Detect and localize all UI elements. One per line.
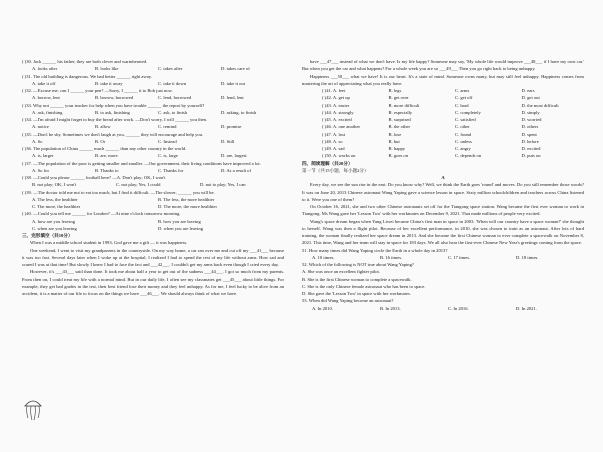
cloze-option: ( )50. A. works on bbox=[322, 153, 356, 159]
cloze-option: ( )43. A. easier bbox=[322, 102, 350, 108]
reading-option: A. 10 times. bbox=[312, 254, 335, 260]
cloze-option: C. other bbox=[455, 124, 470, 130]
cloze-option-row bbox=[302, 145, 584, 152]
cloze-option-row bbox=[302, 102, 584, 109]
cloze-option: D. before bbox=[521, 138, 539, 144]
reading-question: C. She is the only Chinese female astronaut who has been to space. bbox=[302, 283, 426, 289]
mc-option: D. take it out bbox=[221, 80, 245, 86]
passage-label: A bbox=[441, 175, 445, 180]
cloze-paragraph: Happiness ___50___ what we have! It is our heart. It's a state of mind. Someone owns many, but may still feel unhappy. Happiness comes from mastering the art of appreciating what you really have. bbox=[302, 73, 584, 86]
cloze-option: ( )46. A. one another bbox=[322, 124, 361, 130]
cloze-option: C. found bbox=[455, 131, 472, 137]
reading-option: B. 16 times. bbox=[380, 254, 403, 260]
cloze-option-row bbox=[302, 131, 584, 138]
cloze-option-row bbox=[302, 116, 584, 123]
reading-question: 53. When did Wang Yaping become an astronaut? bbox=[302, 298, 394, 304]
mc-option: B. how you are leaving bbox=[158, 218, 201, 224]
cloze-option: D. get out bbox=[521, 95, 540, 101]
mc-option: B. borrow, borrowed bbox=[95, 95, 134, 101]
cloze-option-row bbox=[302, 109, 584, 116]
reading-question: D. She gave the 'Lesson Two' in space with her workmates. bbox=[302, 291, 411, 296]
cloze-option: C. completely bbox=[455, 109, 481, 115]
left-column bbox=[22, 58, 284, 297]
cloze-option: D. the most difficult bbox=[521, 102, 559, 108]
cloze-option: C. unless bbox=[455, 138, 472, 144]
mc-option: D. asking, to finish bbox=[221, 109, 257, 115]
cloze-option: D. excited bbox=[521, 146, 541, 151]
cloze-option: D. puts on bbox=[521, 153, 541, 159]
mc-option: C. is, large bbox=[158, 153, 178, 159]
reading-question: 52. Which of the following is NOT true about Wang Yaping? bbox=[302, 262, 414, 267]
mc-question: ( )33. Why not ______ your teacher for help when you have trouble ______ the report by yourself? bbox=[22, 102, 205, 108]
mc-option: D. takes care of bbox=[221, 66, 250, 72]
cloze-option: D. ears bbox=[521, 88, 535, 93]
reading-options bbox=[302, 254, 584, 261]
cloze-option: D. simply bbox=[521, 109, 540, 115]
reading-option: C. 17 times. bbox=[448, 254, 471, 260]
mc-option: A. is, larger bbox=[32, 153, 54, 159]
mc-question: ( )30. Jack ______ his father, they are both clever and warmhearted. bbox=[22, 59, 148, 64]
mc-option: B. Or bbox=[95, 138, 106, 144]
mc-option: A. The less, the healthier bbox=[32, 196, 78, 202]
mc-options bbox=[22, 94, 284, 101]
cloze-option-row bbox=[302, 87, 584, 94]
cloze-option: ( )45. A. excited bbox=[322, 117, 352, 122]
mc-option: D. promise bbox=[221, 124, 242, 130]
cloze-option: D. others bbox=[521, 124, 539, 130]
mc-option: B. allow bbox=[95, 124, 111, 130]
reading-question: B. She is the first Chinese woman to complete a spacewalk. bbox=[302, 276, 412, 282]
cloze-option: B. get over bbox=[388, 95, 409, 101]
mc-option: C. takes after bbox=[158, 66, 183, 72]
cloze-option: D. spent bbox=[521, 131, 537, 137]
cloze-option: B. surprised bbox=[388, 117, 411, 122]
mc-options bbox=[22, 109, 284, 116]
mc-options bbox=[22, 138, 284, 145]
mc-options bbox=[22, 203, 284, 210]
cloze-option: B. especially bbox=[388, 109, 413, 115]
cloze-paragraph: When I was a middle school student in 1993, God gave me a gift — it was happiness. bbox=[30, 240, 188, 246]
cloze-option: B. goes on bbox=[388, 153, 409, 159]
cloze-option: C. satisfied bbox=[455, 117, 476, 122]
cloze-option: D. worried bbox=[521, 117, 542, 122]
mc-option: C. Instead bbox=[158, 138, 177, 144]
cloze-option: ( )47. A. lost bbox=[322, 131, 346, 137]
jellyfish-figure bbox=[22, 396, 44, 422]
mc-option: D. when you are leaving bbox=[158, 225, 204, 231]
mc-question: ( )36. The population of China ______ much ______ than any other country in the world. bbox=[22, 146, 187, 151]
mc-option: A. ask, finishing bbox=[32, 109, 63, 115]
mc-option: A. how are you leaving bbox=[32, 218, 75, 224]
reading-paragraph: Wang's space dream began when Yang Liwei became China's first man in space in 2003. 'When will our country have a space woman?' she thought to herself. Wang was then a flight pilot. Because of her excellent performance, in 2010, she was chosen to train as an astronaut. After lots of hard training, the woman finally realized her space dream in 2013. And she became the first Chinese woman to ever complete a spacewalk on November 8, 2021. This time, Wang and her team will stay in space for 183 days. We all also hear the first-ever Chinese New Year's greetings coming from the space. bbox=[302, 218, 584, 246]
mc-option: D. lend, lent bbox=[221, 95, 244, 101]
mc-option: D. Still bbox=[221, 138, 235, 144]
mc-option: A. looks after bbox=[32, 66, 58, 72]
reading-option: A. In 2010. bbox=[312, 305, 333, 311]
cloze-paragraph: have ___47___ instead of what we don't have. Is my life happy? Someone may say, 'My whole life would improve ___48___ if I have my own car.' But when you get the car and what happens? For a whole week you are so ___49___ Then you go right back to being unhappy. bbox=[302, 59, 584, 72]
mc-option: C. Thanks for bbox=[158, 167, 184, 173]
mc-option: B. Thanks to bbox=[95, 167, 119, 173]
mc-question: ( )31. The old building is dangerous. We had better ______ right away. bbox=[22, 73, 152, 79]
reading-question: 51. How many times did Wang Yaping circle the Earth in a whole day in 2013? bbox=[302, 247, 448, 253]
mc-options bbox=[22, 167, 284, 174]
mc-option: A. So for bbox=[32, 167, 49, 173]
cloze-option: C. hard bbox=[455, 102, 469, 108]
cloze-option: B. lose bbox=[388, 131, 402, 137]
cloze-option: C. depends on bbox=[455, 153, 482, 159]
mc-options bbox=[22, 65, 284, 72]
cloze-option: ( )41. A. feet bbox=[322, 88, 346, 93]
mc-option: D. As a result of bbox=[221, 167, 251, 173]
reading-section-title: 四、阅读理解（共20分） bbox=[302, 160, 353, 166]
mc-option: C. lend, borrowed bbox=[158, 95, 192, 101]
reading-question: A. She was once an excellent fighter pilot. bbox=[302, 269, 380, 275]
mc-option: C. ask, to finish bbox=[158, 109, 187, 115]
mc-option: B. to ask, finishing bbox=[95, 109, 130, 115]
cloze-option: C. arms bbox=[455, 88, 470, 93]
mc-option: B. The less, the more healthier bbox=[158, 196, 215, 202]
mc-option: B. take it away bbox=[95, 80, 123, 86]
cloze-section-title: 三、完形填空（共10分） bbox=[22, 233, 73, 238]
cloze-option: B. more difficult bbox=[388, 102, 420, 108]
cloze-paragraph: One weekend, I went to visit my grandparents in the countryside. On my way home, a car ran over me and cut off my ___41___ because it was too fast. Several days later when I woke up at the hospital, I realized I had to spend the rest of my life without arms. How sad and scared I was at that time! But slowly I knew I had to face the fact and ___42___. I couldn't get my arms back even though I cried every day. bbox=[22, 247, 284, 267]
mc-question: ( )40. —Could you tell me ______ for London? —At nine o'clock tomorrow morning. bbox=[22, 211, 181, 217]
reading-option: C. In 2016. bbox=[448, 305, 469, 311]
mc-option: C. remind bbox=[158, 124, 177, 130]
mc-question: ( )39. —The doctor told me not to eat too much, but I find it difficult. —The slower, ______ you will be. bbox=[22, 189, 215, 195]
mc-option: D. not to play; Yes, I can bbox=[200, 182, 246, 188]
reading-option: D. 18 times. bbox=[516, 254, 539, 260]
cloze-option: B. happy bbox=[388, 146, 406, 151]
mc-option: D. are, largest bbox=[221, 153, 247, 159]
mc-option: A. notice bbox=[32, 124, 49, 130]
mc-option: C. not play; Yes, I could bbox=[116, 182, 161, 188]
cloze-paragraph: However, it's ___43___ said than done. It took me about half a year to get out of the sadness ___44___. I got so much from my parents. From then on, I could treat my life with a normal mind. But in our daily life, I often see my classmates get ___45___ about little things. For example, they get bad grades in the test, their best friend lose their money and they feel unhappy. As for me, I feel lucky to be alive from an accident, it is a matter of our life to focus on the things we have ___46___. We should always think of what we have. bbox=[22, 269, 284, 296]
cloze-option-row bbox=[302, 152, 584, 159]
mc-options bbox=[22, 181, 284, 188]
cloze-option: B. the other bbox=[388, 124, 411, 130]
cloze-option: B. legs bbox=[388, 88, 402, 93]
reading-paragraph: Every day, we see the sun rise in the east. Do you know why? Well, we think the Earth goes 'round' and moves. Do you still remember those words? It was on June 20, 2013 Chinese astronaut Wang Yaping gave a science lesson in space. Sixty million schoolchildren and teachers across China listened to it. Were you one of them? bbox=[302, 182, 584, 202]
cloze-option: ( )48. A. so bbox=[322, 138, 343, 144]
mc-option: A. take it off bbox=[32, 80, 56, 86]
reading-option: B. In 2013. bbox=[380, 305, 401, 311]
mc-option: C. The more, the healthier bbox=[32, 204, 81, 209]
mc-option: B. are, more bbox=[95, 153, 118, 159]
cloze-option: ( )44. A. strongly bbox=[322, 109, 354, 115]
mc-question: ( )32. —Excuse me, can I ______ your pen? —Sorry, I ______ it to Bob just now. bbox=[22, 88, 173, 93]
mc-question: ( )35. —Don't be shy. Sometimes we don't laugh at you, ______ they will encourage and help you. bbox=[22, 131, 204, 137]
mc-option: A. borrow, lent bbox=[32, 95, 60, 101]
mc-options bbox=[22, 123, 284, 130]
cloze-option-row bbox=[302, 138, 584, 145]
mc-options bbox=[22, 218, 284, 225]
cloze-option: C. get off bbox=[455, 95, 473, 101]
mc-question: ( )34. —I'm afraid I might forget to buy the bread after work. —Don't worry, I will ______ you then. bbox=[22, 117, 208, 122]
reading-options bbox=[302, 305, 584, 312]
mc-options bbox=[22, 80, 284, 87]
mc-options bbox=[22, 196, 284, 203]
reading-section-sub: 第一节（共15小题，每小题2分） bbox=[302, 167, 369, 173]
cloze-option: C. angry bbox=[455, 146, 471, 151]
mc-option: C. when are you leaving bbox=[32, 225, 77, 231]
cloze-option: ( )49. A. sad bbox=[322, 146, 345, 151]
reading-option: D. In 2021. bbox=[516, 305, 537, 311]
mc-option: A. So bbox=[32, 138, 43, 144]
mc-option: B. not play; OK, I won't bbox=[32, 182, 77, 188]
mc-options bbox=[22, 152, 284, 159]
mc-option: B. looks like bbox=[95, 66, 119, 72]
mc-option: D. The more, the more healthier bbox=[158, 204, 217, 209]
mc-option: C. take it down bbox=[158, 80, 187, 86]
mc-question: ( )37. —The population of the poor is getting smaller and smaller. —Our government, their living conditions have improved a lot. bbox=[22, 160, 261, 166]
cloze-option: B. but bbox=[388, 138, 400, 144]
reading-paragraph: On October 16, 2021, she and two other Chinese astronauts set off for the Tiangong space station. Wang became the first ever woman to work in Tiangong. Ms Wang gave her 'Lesson Two' with her workmates on December 9, 2021. That made millions of people very excited. bbox=[302, 204, 584, 217]
mc-question: ( )38. —Could you please ______ football here? —A. Don't play; OK, I won't bbox=[22, 175, 166, 180]
cloze-option-row bbox=[302, 123, 584, 130]
mc-options bbox=[22, 225, 284, 232]
cloze-option-row bbox=[302, 94, 584, 101]
cloze-option: ( )42. A. get up bbox=[322, 95, 350, 101]
right-column bbox=[302, 58, 584, 312]
